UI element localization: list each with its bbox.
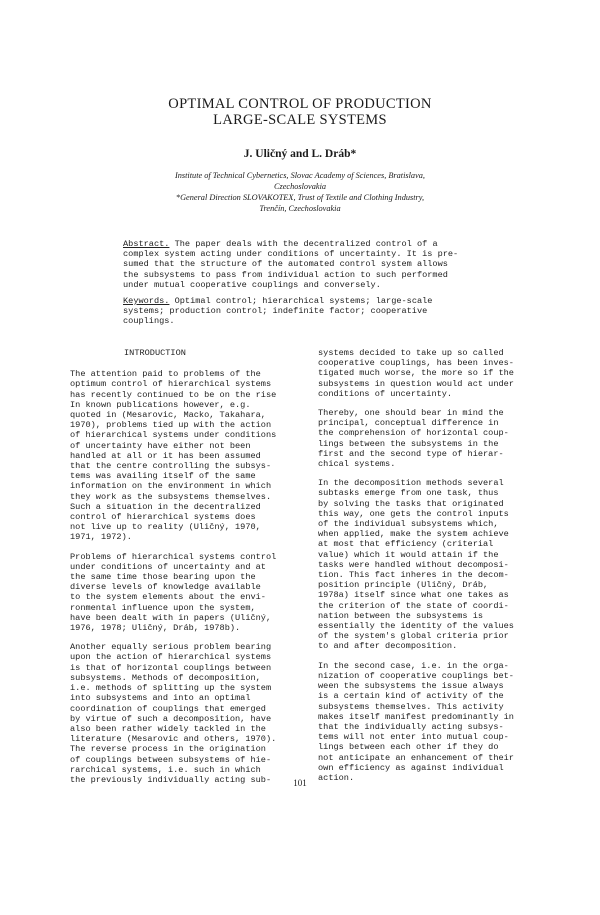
text-line: rarchical systems, i.e. such in which [70,764,261,775]
text-line: is a certain kind of activity of the [318,691,504,702]
text-line: the same time those bearing upon the [70,572,256,583]
affiliation-line: Institute of Technical Cybernetics, Slovac Academy of Sciences, Bratislava, [174,171,425,180]
text-line: information on the environment in which [70,481,272,492]
text-line: nation between the subsystems is [318,610,484,621]
text-line: of uncertainty have either not been [70,440,251,451]
text-line: they work as the subsystems themselves. [70,491,272,502]
text-line: literature (Mesarovic and others, 1970). [70,734,277,745]
section-heading-introduction: INTRODUCTION [124,348,186,358]
text-line: 1971, 1972). [70,532,132,543]
authors: J. Uličný and L. Dráb* [243,148,357,160]
text-line: tems was availing itself of the same [70,471,256,482]
text-line: tigated much worse, the more so if the [318,368,514,379]
text-line: In known publications however, e.g. [70,399,251,410]
text-line: cooperative couplings, has been inves- [318,358,514,369]
text-line: position principle (Uličný, Dráb, [318,580,489,591]
keywords-line: couplings. [123,316,175,327]
text-line: is that of horizontal couplings between [70,662,272,673]
text-line: essentially the identity of the values [318,621,514,632]
left-column [70,348,302,794]
abstract [123,239,493,290]
text-line: 1976, 1978; Uličný, Dráb, 1978b). [70,623,241,634]
text-line: by virtue of such a decomposition, have [70,713,272,724]
abstract-line: The paper deals with the decentralized control of a [174,239,438,249]
text-line: 1970), problems tied up with the action [70,420,272,431]
keywords-first-line [123,296,493,306]
text-line: coordination of couplings that emerged [70,703,266,714]
text-line: Problems of hierarchical systems control [70,551,277,562]
affiliation-line: *General Direction SLOVAKOTEX, Trust of Textile and Clothing Industry, [175,193,425,202]
paper-title [0,96,600,128]
paragraph [318,478,550,651]
text-line: to and after decomposition. [318,641,458,652]
text-line: chical systems. [318,459,396,470]
keywords-label: Keywords. [123,296,170,306]
text-line: lings between the subsystems in the [318,438,499,449]
text-line: i.e. methods of splitting up the system [70,683,272,694]
text-line: this way, one gets the control inputs [318,508,509,519]
paragraph [70,552,302,634]
paragraph [318,348,550,399]
text-line: of the individual subsystems which, [318,519,499,530]
text-line: subsystems in question would act under [318,378,514,389]
text-line: systems decided to take up so called [318,348,504,358]
text-line: of hierarchical systems under conditions [70,430,277,441]
text-line: has recently continued to be on the rise [70,389,277,400]
text-line: conditions of uncertainty. [318,388,453,399]
title-line-2: LARGE-SCALE SYSTEMS [213,112,387,128]
text-line: of couplings between subsystems of hie- [70,754,272,765]
abstract-line: complex system acting under conditions of uncertainty. It is pre- [123,249,459,260]
text-line: at most that efficiency (criterial [318,539,494,550]
abstract-line: sumed that the structure of the automated control system allows [123,259,448,270]
text-line: subsystems. Methods of decomposition, [70,672,261,683]
keywords-line: systems; production control; indefinite factor; cooperative [123,306,428,317]
text-line: tasks were handled without decomposi- [318,559,509,570]
text-line: not live up to reality (Uličný, 1970, [70,522,261,533]
text-line: of the system's global criteria prior [318,631,509,642]
text-line: principal, conceptual difference in [318,418,499,429]
text-line: action. [318,772,355,783]
text-line: the comprehension of horizontal coup- [318,428,509,439]
abstract-line: under mutual cooperative couplings and conversely. [123,279,381,290]
text-line: have been dealt with in papers (Uličný, [70,612,272,623]
text-line: control of hierarchical systems does [70,512,256,523]
keywords-line: Optimal control; hierarchical systems; large-scale [174,296,433,306]
paragraph [70,369,302,542]
affiliation-line: Trenčín, Czechoslovakia [259,204,341,213]
text-line: to the system elements about the envi- [70,592,266,603]
text-line: makes itself manifest predominantly in [318,711,514,722]
text-line: Such a situation in the decentralized [70,501,261,512]
text-line: value) which it would attain if the [318,549,499,560]
paragraph [318,661,550,783]
text-line: the previously individually acting sub- [70,774,272,785]
paragraph [318,408,550,469]
text-line: quoted in (Mesarovic, Macko, Takahara, [70,410,266,421]
text-line: subsystems themselves. This activity [318,701,504,712]
right-column [318,348,550,792]
text-line: 1978a) itself since what one takes as [318,590,509,601]
text-line: nization of cooperative couplings bet- [318,670,514,681]
text-line: that the centre controlling the subsys- [70,461,272,472]
paragraph [70,642,302,785]
text-line: handled at all or it has been assumed [70,450,261,461]
text-line: when applied, make the system achieve [318,529,509,540]
abstract-first-line [123,239,493,249]
text-line: In the second case, i.e. in the orga- [318,660,509,671]
text-line: upon the action of hierarchical systems [70,652,272,663]
text-line: diverse levels of knowledge available [70,582,261,593]
affiliation-line: Czechoslovakia [273,182,327,191]
text-line: not anticipate an enhancement of their [318,752,514,763]
text-line: The reverse process in the origination [70,744,266,755]
text-line: also been rather widely tackled in the [70,723,266,734]
text-line: subtasks emerge from one task, thus [318,488,499,499]
page-number: 101 [293,778,307,788]
text-line: Another equally serious problem bearing [70,642,272,653]
abstract-line: the subsystems to pass from individual action to such performed [123,269,448,280]
text-line: into subsystems and into an optimal [70,693,251,704]
text-line: first and the second type of hierar- [318,448,504,459]
title-line-1: OPTIMAL CONTROL OF PRODUCTION [168,96,432,112]
keywords [123,296,493,327]
text-line: own efficiency as against individual [318,762,504,773]
text-line: by solving the tasks that originated [318,498,504,509]
text-line: optimum control of hierarchical systems [70,379,272,390]
text-line: Thereby, one should bear in mind the [318,408,504,419]
text-line: The attention paid to problems of the [70,369,261,380]
text-line: under conditions of uncertainty and at [70,561,266,572]
text-line: lings between each other if they do [318,742,499,753]
text-line: ronmental influence upon the system, [70,602,256,613]
text-line: tems will not enter into mutual coup- [318,732,509,743]
text-line: the criterion of the state of coordi- [318,600,509,611]
text-line: ween the subsystems the issue always [318,681,504,692]
text-line: In the decomposition methods several [318,478,504,489]
affiliations [0,170,600,214]
text-line: that the individually acting subsys- [318,721,504,732]
text-line: tion. This fact inheres in the decom- [318,570,509,581]
abstract-label: Abstract. [123,239,170,249]
